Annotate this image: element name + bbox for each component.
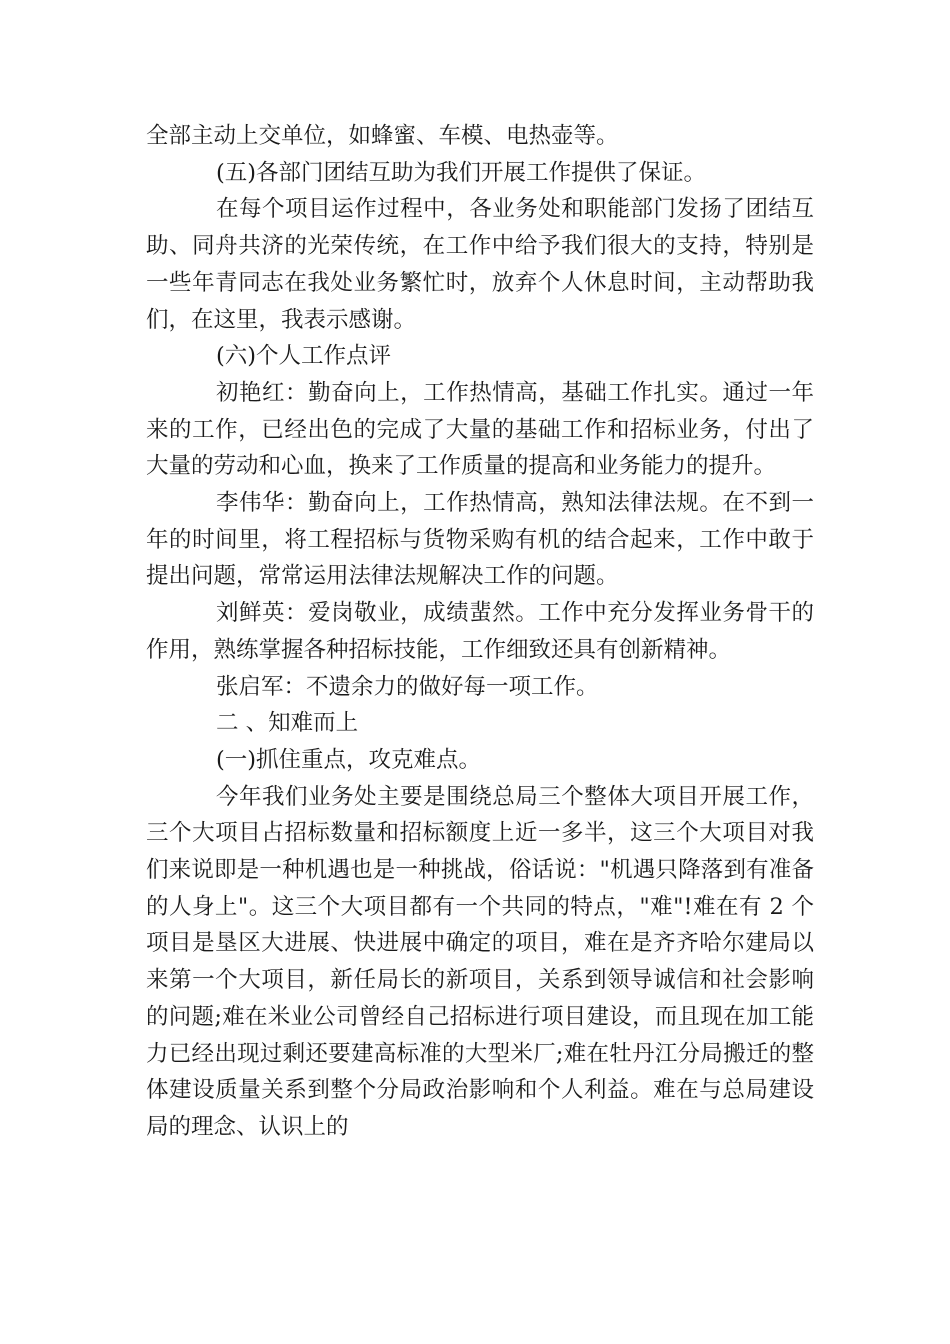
review-li-weihua: 李伟华：勤奋向上，工作热情高，熟知法律法规。在不到一年的时间里，将工程招标与货物采购有机的结合起来，工作中敢于提出问题，常常运用法律法规解决工作的问题。 <box>146 490 814 590</box>
paragraph-3: 在每个项目运作过程中，各业务处和职能部门发扬了团结互助、同舟共济的光荣传统，在工作中给予我们很大的支持，特别是一些年青同志在我处业务繁忙时，放弃个人休息时间，主动帮助我们，在这里，我表示感谢。 <box>146 196 814 333</box>
review-chu-yanhong: 初艳红：勤奋向上，工作热情高，基础工作扎实。通过一年来的工作，已经出色的完成了大量的基础工作和招标业务，付出了大量的劳动和心血，换来了工作质量的提高和业务能力的提升。 <box>146 379 814 480</box>
paragraph-11: 今年我们业务处主要是围绕总局三个整体大项目开展工作，三个大项目占招标数量和招标额度上近一多半，这三个大项目对我们来说即是一种机遇也是一种挑战，俗话说："机遇只降落到有准备的人身上"。这三个大项目都有一个共同的特点，"难"!难在有 2 个项目是垦区大进展、快进展中确定的项目，难在是齐齐哈尔建局以来第一个大项目，新任局长的新项目，关系到领导诚信和社会影响的问题;难在米业公司曾经自己招标进行项目建设，而且现在加工能力已经出现过剩还要建高标准的大型米厂;难在牡丹江分局搬迁的整体建设质量关系到整个分局政治影响和个人利益。难在与总局建设局的理念、认识上的 <box>146 783 814 1140</box>
review-liu-xianying: 刘鲜英：爱岗敬业，成绩蜚然。工作中充分发挥业务骨干的作用，熟练掌握各种招标技能，工作细致还具有创新精神。 <box>146 600 814 663</box>
review-zhang-qijun: 张启军：不遗余力的做好每一项工作。 <box>216 673 599 700</box>
section-heading-5: (五)各部门团结互助为我们开展工作提供了保证。 <box>216 159 707 186</box>
document-page <box>146 118 814 1146</box>
section-heading-6: (六)个人工作点评 <box>216 343 392 370</box>
subsection-heading-1: (一)抓住重点，攻克难点。 <box>216 746 482 773</box>
chapter-heading-2: 二 、知难而上 <box>216 710 359 737</box>
paragraph-1: 全部主动上交单位，如蜂蜜、车模、电热壶等。 <box>146 123 619 149</box>
